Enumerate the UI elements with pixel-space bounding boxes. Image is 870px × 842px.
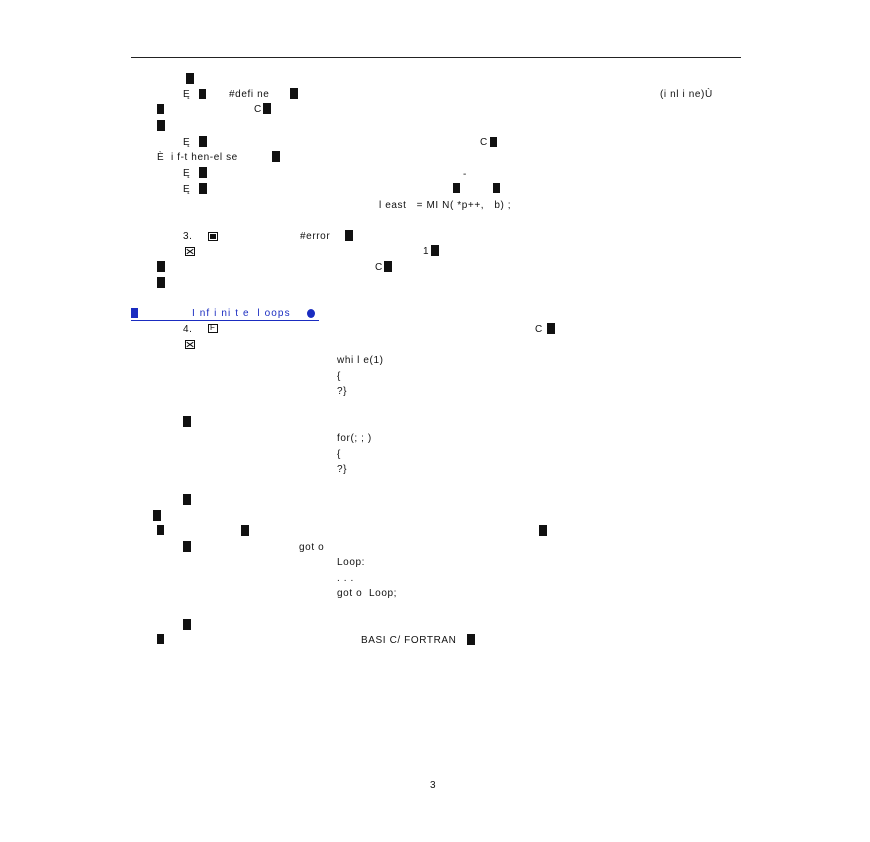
cjk-glyph [539,525,547,536]
cjk-glyph [345,230,353,241]
cjk-glyph [431,245,439,256]
loop-label: Loop: [337,557,366,568]
c-text: C [480,137,488,148]
c-text: C [535,324,543,335]
cjk-glyph [183,541,191,552]
error-keyword: #error [300,231,331,242]
cjk-glyph [157,120,165,131]
cjk-glyph [157,261,165,272]
cjk-glyph [186,73,194,84]
dash-text: - [463,169,467,180]
goto-loop-code: got o Loop; [337,588,398,599]
item4-number: 4. [183,324,193,335]
least-code: l east = MI N( *p++, b) ; [379,200,512,211]
cjk-glyph [131,308,138,318]
cross-box-icon [185,247,195,256]
cjk-glyph [183,416,191,427]
item3-number: 3. [183,231,193,242]
cjk-glyph [272,151,280,162]
cjk-glyph [199,89,206,99]
infinite-loops-link[interactable] [131,308,319,321]
infinite-loops-label: I nf i ni t e l oops [192,308,291,319]
cjk-glyph [547,323,555,334]
cjk-glyph [199,167,207,178]
one-text: 1 [423,246,430,257]
c-text: C [254,104,262,115]
text-fragment: Ę [183,184,191,195]
brace-open: { [337,449,341,460]
cjk-glyph [490,137,497,147]
checkbox-icon [208,232,218,241]
goto-keyword: got o [299,542,325,553]
cjk-glyph [493,183,500,193]
define-keyword: #defi ne [229,89,270,100]
cross-box-icon [185,340,195,349]
brace-open: { [337,371,341,382]
cjk-glyph [467,634,475,645]
brace-close: ?} [337,464,348,475]
for-code: for(; ; ) [337,433,372,444]
cjk-glyph [453,183,460,193]
cjk-glyph [157,104,164,114]
cjk-glyph [241,525,249,536]
while-code: whi l e(1) [337,355,384,366]
if-then-else-text: È i f-t hen-el se [157,152,238,163]
cjk-glyph [199,183,207,194]
cjk-glyph [384,261,392,272]
f-box-icon [208,324,218,333]
cjk-glyph [183,494,191,505]
cjk-glyph [290,88,298,99]
cjk-glyph [263,103,271,114]
link-end-glyph [307,309,315,318]
cjk-glyph [157,277,165,288]
brace-close: ?} [337,386,348,397]
cjk-glyph [183,619,191,630]
ellipsis: . . . [337,573,354,584]
header-rule [131,57,741,58]
page-number: 3 [430,780,436,791]
c-text: C [375,262,383,273]
inline-text: (i nl i ne)Ù [660,89,713,100]
text-fragment: Ę [183,89,191,100]
basic-fortran-text: BASI C/ FORTRAN [361,635,457,646]
text-fragment: Ę [183,168,191,179]
cjk-glyph [153,510,161,521]
cjk-glyph [157,525,164,535]
cjk-glyph [157,634,164,644]
cjk-glyph [199,136,207,147]
text-fragment: Ę [183,137,191,148]
